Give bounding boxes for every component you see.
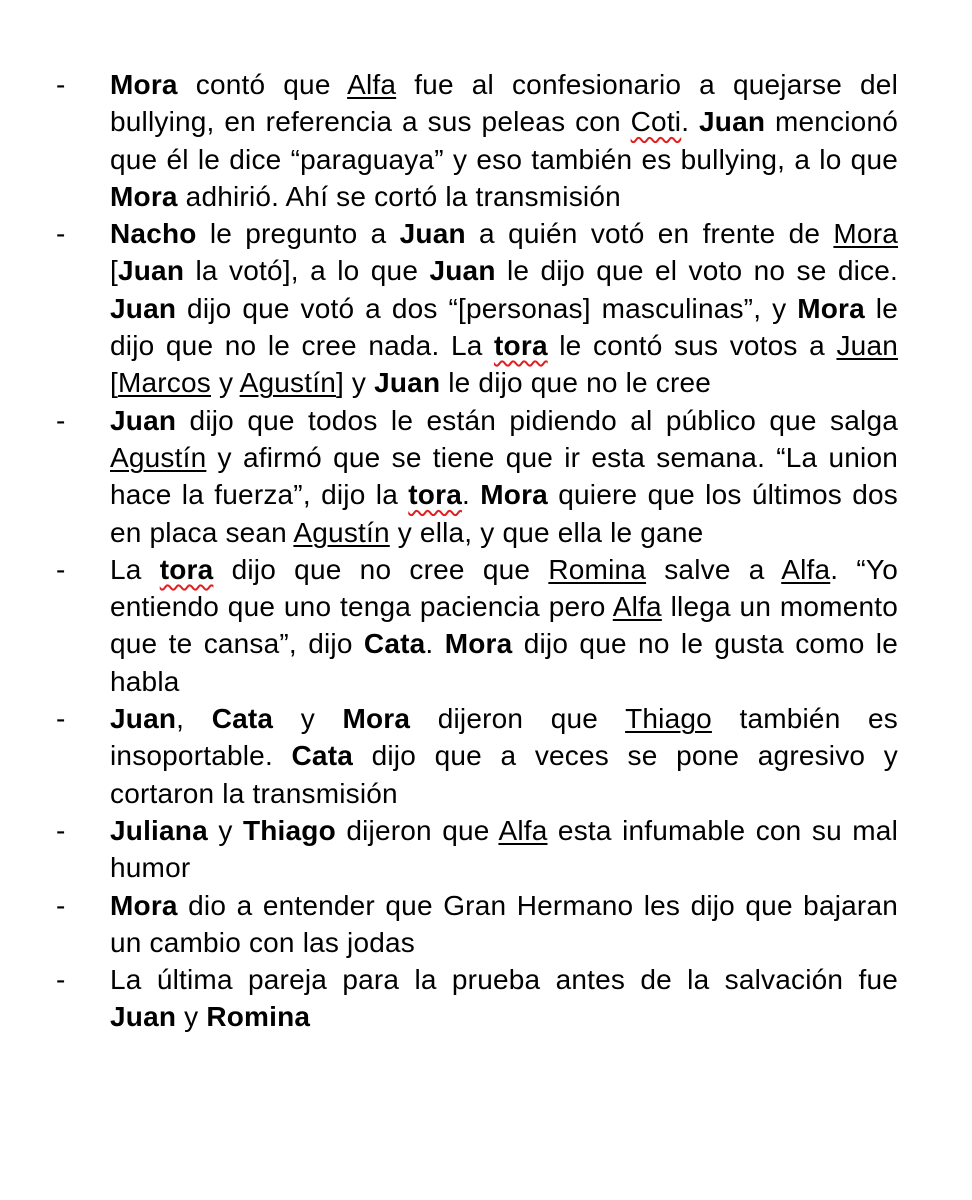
text-run: y (176, 1001, 207, 1033)
bold-name: Romina (206, 1001, 311, 1033)
item-text (110, 551, 898, 700)
bold-name: Nacho (110, 218, 197, 250)
text-run: dijo que no le gusta como le habla (110, 628, 898, 697)
text-run: y ella, y que ella le gane (389, 516, 704, 548)
underlined-name: Mora (833, 218, 898, 250)
text-run: . (461, 479, 481, 511)
text-run: . (681, 106, 700, 138)
text-run: dijo que a veces se pone agresivo y cortaron la transmisión (110, 740, 898, 809)
text-run: y (207, 814, 243, 846)
bold-name: Cata (363, 628, 426, 660)
text-run: . “Yo entiendo que uno tenga paciencia pero (110, 553, 899, 623)
underlined-name: Alfa (781, 553, 831, 585)
underlined-name: Agustín (293, 516, 390, 548)
text-run: , (176, 703, 212, 735)
text-run: [ (110, 255, 118, 287)
bold-name: tora (494, 330, 548, 362)
list-item (0, 812, 972, 887)
text-run: fue al confesionario a quejarse del bullying, en referencia a sus peleas con (110, 69, 898, 138)
bold-name: Juan (429, 255, 496, 287)
text-run: contó que (177, 69, 348, 100)
text-run: esta infumable con su mal humor (110, 814, 898, 884)
underlined-name: Coti (630, 106, 682, 138)
item-text (110, 812, 898, 887)
bold-name: Mora (342, 703, 411, 735)
text-run: y (210, 367, 240, 399)
text-run: le contó sus votos a (547, 330, 837, 362)
bold-name: Mora (110, 69, 178, 100)
text-run: llega un momento que te cansa”, dijo (110, 591, 898, 660)
text-run: dijeron que (335, 814, 499, 846)
list-item (0, 215, 972, 401)
bold-name: Juan (699, 106, 766, 138)
bold-name: Thiago (242, 814, 336, 846)
item-text (110, 961, 898, 1036)
item-text (110, 215, 898, 401)
bold-name: Juan (110, 1001, 177, 1033)
bullet-dash: - (56, 404, 66, 436)
list-item (0, 66, 972, 215)
underlined-name: Alfa (498, 814, 548, 846)
bold-name: Juan (117, 255, 185, 287)
bullet-dash: - (56, 69, 66, 100)
bullet-dash: - (56, 814, 66, 846)
underlined-name: Alfa (612, 591, 662, 623)
bold-name: Cata (211, 703, 274, 735)
text-run: adhirió. Ahí se cortó la transmisión (177, 180, 621, 212)
underlined-name: Romina (548, 553, 647, 585)
text-run: dijo que no cree que (213, 553, 549, 585)
underlined-name: Alfa (347, 69, 397, 100)
list-item (0, 887, 972, 962)
bold-name: Juan (374, 367, 441, 399)
text-run: y afirmó que se tiene que ir esta semana. “La union hace la fuerza”, dijo la (110, 441, 898, 511)
bullet-dash: - (56, 553, 66, 585)
item-text (110, 66, 898, 215)
text-run: La última pareja para la prueba antes de la salvación fue (110, 964, 898, 996)
bold-name: Mora (110, 889, 178, 921)
bullet-dash: - (56, 964, 66, 996)
bold-name: Juliana (110, 814, 208, 846)
item-text (110, 887, 898, 962)
bold-name: Juan (110, 404, 177, 436)
item-text (110, 700, 898, 812)
text-run: dijo que votó a dos “[personas] masculinas”, y (176, 292, 798, 324)
text-run: le dijo que el voto no se dice. (495, 255, 898, 287)
text-run: le dijo que no le cree nada. La (110, 292, 898, 362)
underlined-name: Marcos (117, 367, 211, 399)
text-run: mencionó que él le dice “paraguaya” y eso también es bullying, a lo que (110, 106, 898, 175)
text-run: dijo que todos le están pidiendo al público que salga (176, 404, 898, 436)
list-item (0, 551, 972, 700)
text-run: [ (110, 367, 118, 399)
text-run: le pregunto a (196, 218, 400, 250)
text-run: La (110, 553, 160, 585)
bold-name: Cata (291, 740, 354, 772)
bold-name: Juan (110, 292, 177, 324)
text-run: . (425, 628, 445, 660)
list-item (0, 402, 972, 551)
text-run: quiere que los últimos dos en placa sean (110, 479, 898, 548)
bold-name: tora (408, 479, 462, 511)
underlined-name: Thiago (625, 703, 712, 735)
bullet-dash: - (56, 889, 66, 921)
list-item (0, 700, 972, 812)
list-item (0, 961, 972, 1036)
bold-name: Mora (444, 628, 513, 660)
text-run: dijeron que (410, 703, 626, 735)
bold-name: Mora (797, 292, 865, 324)
bold-name: tora (159, 553, 214, 585)
text-run: ] y (335, 367, 375, 399)
underlined-name: Agustín (110, 441, 207, 473)
text-run: también es insoportable. (110, 703, 898, 772)
text-run: y (273, 703, 343, 735)
text-run: salve a (646, 553, 782, 585)
underlined-name: Juan (836, 330, 898, 362)
text-run: le dijo que no le cree (440, 367, 712, 399)
item-text (110, 402, 898, 551)
underlined-name: Agustín (239, 367, 336, 399)
bullet-dash: - (56, 703, 66, 735)
text-run: a quién votó en frente de (465, 218, 834, 250)
bold-name: Mora (480, 479, 548, 511)
document-body (0, 66, 972, 1036)
text-run: dio a entender que Gran Hermano les dijo que bajaran un cambio con las jodas (110, 889, 898, 958)
text-run: la votó], a lo que (184, 255, 430, 287)
bold-name: Mora (110, 180, 178, 212)
bullet-dash: - (56, 218, 66, 250)
bold-name: Juan (399, 218, 466, 250)
bold-name: Juan (110, 703, 177, 735)
